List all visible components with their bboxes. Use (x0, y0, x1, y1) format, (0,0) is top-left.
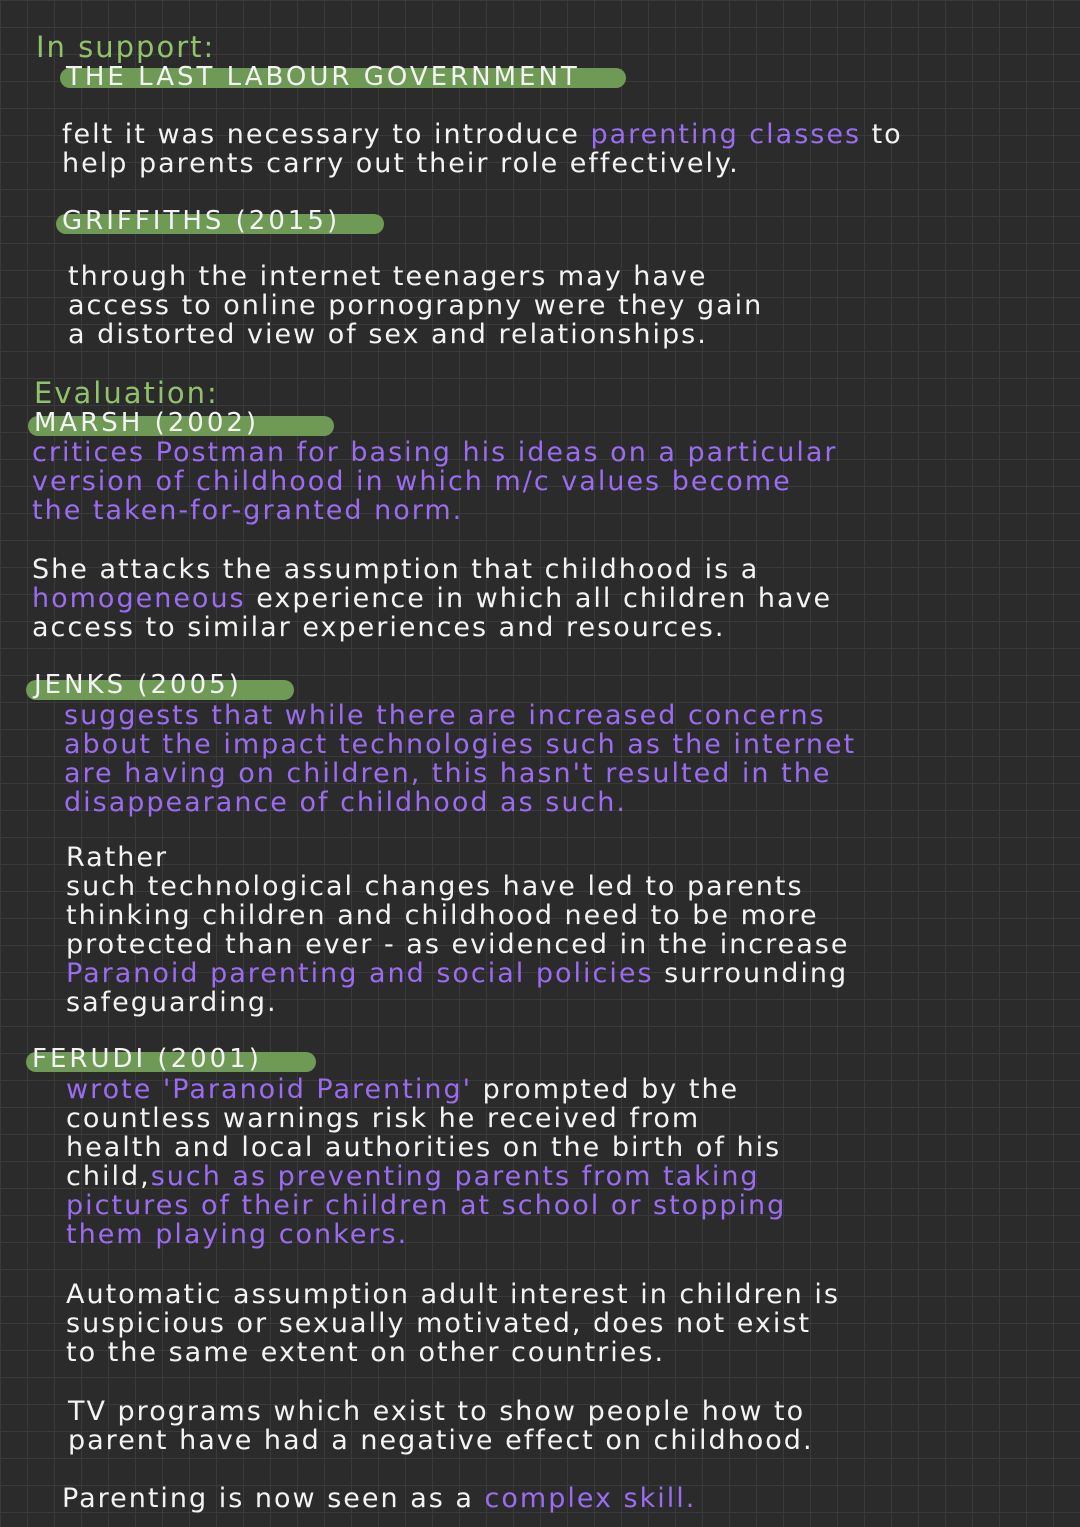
ferudi-line-6: them playing conkers. (66, 1219, 409, 1250)
labour-line-2: help parents carry out their role effectively. (62, 148, 740, 179)
marsh-text (32, 438, 838, 525)
jenks2-line-1: Rather (66, 842, 169, 873)
griffiths-title: GRIFFITHS (2015) (62, 206, 341, 236)
jenks-line: are having on children, this hasn't resulted in the (64, 758, 832, 789)
in-support-heading: In support: (36, 30, 216, 64)
jenks2-line-2: such technological changes have led to parents (66, 871, 804, 902)
ferudi-text (66, 1075, 786, 1249)
labour-title: THE LAST LABOUR GOVERNMENT (66, 62, 580, 92)
ferudi-line-4: child,such as preventing parents from taking (66, 1161, 760, 1192)
ferudi-line-2: countless warnings risk he received from (66, 1103, 701, 1134)
jenks-line: disappearance of childhood as such. (64, 787, 627, 818)
ferudi-line-1: wrote 'Paranoid Parenting' prompted by the (66, 1074, 740, 1105)
complex-skill-text (62, 1484, 696, 1513)
jenks2-line-5: Paranoid parenting and social policies surrounding (66, 958, 849, 989)
marsh-text-2 (32, 555, 832, 642)
griffiths-line: through the internet teenagers may have (68, 261, 708, 292)
ferudi-line-5: pictures of their children at school or stopping (66, 1190, 787, 1221)
marsh2-line-2: homogeneous experience in which all children have (32, 583, 833, 614)
marsh-line: critices Postman for basing his ideas on a particular (32, 437, 838, 468)
griffiths-line: access to online pornograpny were they gain (68, 290, 764, 321)
jenks-text (64, 701, 856, 817)
auto-line: suspicious or sexually motivated, does not exist (66, 1308, 812, 1339)
evaluation-heading: Evaluation: (34, 376, 219, 410)
jenks-line: about the impact technologies such as the internet (64, 729, 857, 760)
marsh-line: the taken-for-granted norm. (32, 495, 464, 526)
jenks2-line-3: thinking children and childhood need to be more (66, 900, 819, 931)
griffiths-text (68, 262, 763, 349)
jenks-text-2 (66, 843, 850, 1017)
labour-text (62, 120, 903, 178)
skill-line: Parenting is now seen as a complex skill. (62, 1483, 697, 1514)
tv-programs-text (68, 1397, 814, 1455)
auto-line: Automatic assumption adult interest in children is (66, 1279, 840, 1310)
jenks-title: JENKS (2005) (34, 670, 242, 700)
jenks2-line-4: protected than ever - as evidenced in the increase (66, 929, 850, 960)
jenks2-line-6: safeguarding. (66, 987, 278, 1018)
tv-line: parent have had a negative effect on childhood. (68, 1425, 814, 1456)
marsh2-line-1: She attacks the assumption that childhood is a (32, 554, 760, 585)
labour-line-1: felt it was necessary to introduce parenting classes to (62, 119, 903, 150)
jenks-line: suggests that while there are increased concerns (64, 700, 826, 731)
tv-line: TV programs which exist to show people how to (68, 1396, 806, 1427)
auto-line: to the same extent on other countries. (66, 1337, 666, 1368)
marsh2-line-3: access to similar experiences and resources. (32, 612, 726, 643)
ferudi-title: FERUDI (2001) (32, 1044, 262, 1074)
marsh-line: version of childhood in which m/c values become (32, 466, 792, 497)
automatic-assumption-text (66, 1280, 840, 1367)
ferudi-line-3: health and local authorities on the birth of his (66, 1132, 782, 1163)
griffiths-line: a distorted view of sex and relationships. (68, 319, 708, 350)
marsh-title: MARSH (2002) (34, 408, 260, 438)
